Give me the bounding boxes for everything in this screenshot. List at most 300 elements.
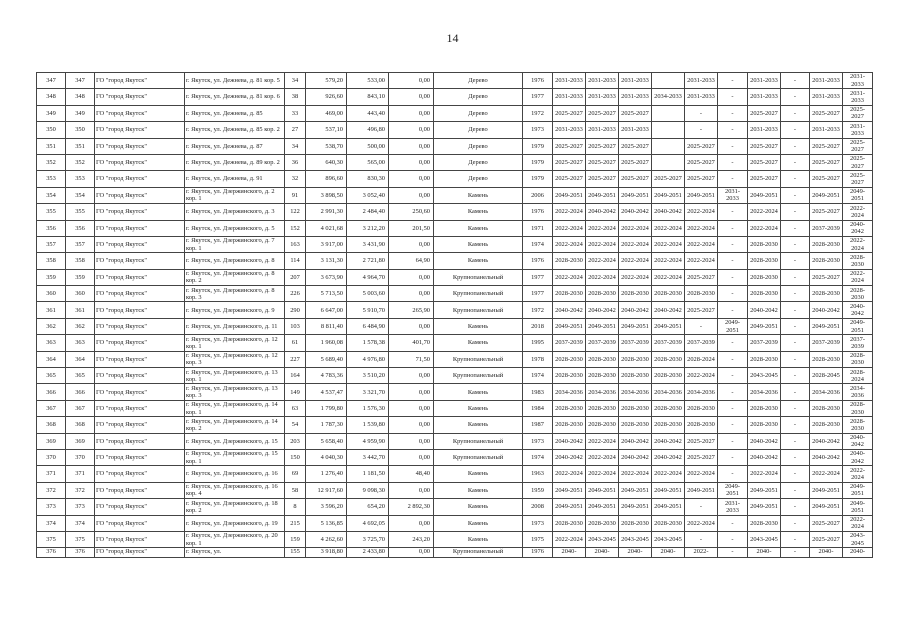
nonresidential-area-cell: 0,00 [389, 73, 434, 89]
year-built-cell: 1979 [523, 138, 553, 154]
address-cell: г. Якутск, ул. Дежнева, д. 87 [185, 138, 285, 154]
living-area-cell: 2 721,80 [347, 253, 389, 269]
works-9-cell: 2037-2039 [810, 220, 843, 236]
apartments-cell: 149 [285, 384, 306, 400]
row-number-cell: 354 [37, 187, 66, 203]
table-row [37, 417, 873, 433]
works-5-cell: 2022-2024 [685, 253, 718, 269]
works-4-cell: 2043-2045 [652, 531, 685, 547]
works-4-cell: 2034-2033 [652, 89, 685, 105]
works-10-cell: 2040-2042 [843, 449, 873, 465]
address-cell: г. Якутск, ул. Дзержинского, д. 14 кор. 2 [185, 417, 285, 433]
record-number-cell: 349 [66, 105, 95, 121]
works-10-cell: 2031-2033 [843, 73, 873, 89]
works-1-cell: 2049-2051 [553, 482, 586, 498]
nonresidential-area-cell: 0,00 [389, 286, 434, 302]
works-9-cell: 2031-2033 [810, 73, 843, 89]
works-6-cell: 2049-2051 [718, 482, 748, 498]
table-row [37, 548, 873, 558]
year-built-cell: 1974 [523, 236, 553, 252]
total-area-cell: 5 658,40 [306, 433, 347, 449]
works-7-cell: 2028-2030 [748, 269, 781, 285]
works-4-cell: 2028-2030 [652, 417, 685, 433]
works-6-cell: - [718, 73, 748, 89]
works-6-cell: - [718, 302, 748, 318]
apartments-cell: 159 [285, 531, 306, 547]
table-row [37, 89, 873, 105]
table-row [37, 302, 873, 318]
apartments-cell: 34 [285, 73, 306, 89]
works-5-cell: 2049-2051 [685, 187, 718, 203]
works-7-cell: 2031-2033 [748, 122, 781, 138]
row-number-cell: 360 [37, 286, 66, 302]
apartments-cell: 163 [285, 236, 306, 252]
works-6-cell: - [718, 122, 748, 138]
nonresidential-area-cell: 0,00 [389, 482, 434, 498]
works-10-cell: 2022-2024 [843, 269, 873, 285]
apartments-cell: 69 [285, 466, 306, 482]
apartments-cell: 61 [285, 335, 306, 351]
living-area-cell: 1 539,80 [347, 417, 389, 433]
works-1-cell: 2028-2030 [553, 286, 586, 302]
nonresidential-area-cell: 0,00 [389, 105, 434, 121]
works-2-cell: 2031-2033 [586, 73, 619, 89]
works-1-cell: 2049-2051 [553, 318, 586, 334]
row-number-cell: 355 [37, 204, 66, 220]
total-area-cell: 1 276,40 [306, 466, 347, 482]
municipality-cell: ГО "город Якутск" [95, 269, 185, 285]
works-10-cell: 2028-2030 [843, 351, 873, 367]
works-7-cell: 2040-2042 [748, 433, 781, 449]
wall-material-cell: Камень [434, 204, 523, 220]
works-3-cell: 2028-2030 [619, 351, 652, 367]
works-2-cell: 2043-2045 [586, 531, 619, 547]
works-9-cell: 2028-2030 [810, 253, 843, 269]
table-row [37, 318, 873, 334]
year-built-cell: 1977 [523, 269, 553, 285]
year-built-cell: 2018 [523, 318, 553, 334]
works-2-cell: 2037-2039 [586, 335, 619, 351]
works-1-cell: 2049-2051 [553, 499, 586, 515]
table-row [37, 187, 873, 203]
works-6-cell: - [718, 253, 748, 269]
works-7-cell: 2049-2051 [748, 318, 781, 334]
works-1-cell: 2040-2042 [553, 449, 586, 465]
works-7-cell: 2043-2045 [748, 368, 781, 384]
year-built-cell: 1979 [523, 171, 553, 187]
works-7-cell: 2031-2033 [748, 73, 781, 89]
table-row [37, 499, 873, 515]
row-number-cell: 372 [37, 482, 66, 498]
works-7-cell: 2022-2024 [748, 204, 781, 220]
record-number-cell: 375 [66, 531, 95, 547]
works-1-cell: 2028-2030 [553, 417, 586, 433]
works-4-cell: 2028-2030 [652, 400, 685, 416]
row-number-cell: 364 [37, 351, 66, 367]
record-number-cell: 347 [66, 73, 95, 89]
works-2-cell: 2049-2051 [586, 499, 619, 515]
apartments-cell: 155 [285, 548, 306, 558]
works-10-cell: 2049-2051 [843, 482, 873, 498]
works-6-cell: - [718, 531, 748, 547]
total-area-cell: 5 136,85 [306, 515, 347, 531]
works-1-cell: 2031-2033 [553, 89, 586, 105]
works-4-cell: 2028-2030 [652, 351, 685, 367]
works-10-cell: 2049-2051 [843, 499, 873, 515]
municipality-cell: ГО "город Якутск" [95, 302, 185, 318]
works-10-cell: 2049-2051 [843, 187, 873, 203]
wall-material-cell: Дерево [434, 171, 523, 187]
nonresidential-area-cell: 0,00 [389, 187, 434, 203]
living-area-cell: 3 321,70 [347, 384, 389, 400]
apartments-cell: 33 [285, 105, 306, 121]
page-number: 14 [446, 31, 459, 45]
works-8-cell: - [781, 138, 810, 154]
works-4-cell: 2034-2036 [652, 384, 685, 400]
apartments-cell: 54 [285, 417, 306, 433]
row-number-cell: 362 [37, 318, 66, 334]
wall-material-cell: Камень [434, 515, 523, 531]
address-cell: г. Якутск, ул. Дзержинского, д. 11 [185, 318, 285, 334]
living-area-cell: 843,10 [347, 89, 389, 105]
works-4-cell: 2022-2024 [652, 253, 685, 269]
works-2-cell: 2028-2030 [586, 400, 619, 416]
record-number-cell: 355 [66, 204, 95, 220]
wall-material-cell: Крупнопанельный [434, 433, 523, 449]
total-area-cell: 3 898,50 [306, 187, 347, 203]
nonresidential-area-cell: 0,00 [389, 138, 434, 154]
address-cell: г. Якутск, ул. Дежнева, д. 91 [185, 171, 285, 187]
works-3-cell: 2025-2027 [619, 154, 652, 170]
municipality-cell: ГО "город Якутск" [95, 368, 185, 384]
record-number-cell: 376 [66, 548, 95, 558]
works-9-cell: 2025-2027 [810, 105, 843, 121]
record-number-cell: 359 [66, 269, 95, 285]
works-3-cell: 2028-2030 [619, 417, 652, 433]
table-row [37, 138, 873, 154]
works-10-cell: 2025-2027 [843, 171, 873, 187]
works-5-cell: 2034-2036 [685, 384, 718, 400]
works-4-cell [652, 154, 685, 170]
works-2-cell: 2022-2024 [586, 253, 619, 269]
works-2-cell: 2031-2033 [586, 89, 619, 105]
nonresidential-area-cell: 0,00 [389, 515, 434, 531]
works-5-cell: 2022-2024 [685, 368, 718, 384]
living-area-cell: 3 510,20 [347, 368, 389, 384]
address-cell: г. Якутск, ул. Дзержинского, д. 9 [185, 302, 285, 318]
works-7-cell: 2034-2036 [748, 384, 781, 400]
record-number-cell: 369 [66, 433, 95, 449]
works-6-cell: - [718, 515, 748, 531]
works-5-cell: 2025-2027 [685, 138, 718, 154]
nonresidential-area-cell: 64,90 [389, 253, 434, 269]
works-5-cell: 2022-2024 [685, 220, 718, 236]
year-built-cell: 1984 [523, 400, 553, 416]
municipality-cell: ГО "город Якутск" [95, 351, 185, 367]
works-10-cell: 2040- [843, 548, 873, 558]
works-8-cell: - [781, 286, 810, 302]
works-6-cell: - [718, 449, 748, 465]
year-built-cell: 1974 [523, 449, 553, 465]
wall-material-cell: Дерево [434, 138, 523, 154]
works-2-cell: 2028-2030 [586, 286, 619, 302]
works-5-cell: 2028-2030 [685, 286, 718, 302]
works-1-cell: 2022-2024 [553, 269, 586, 285]
address-cell: г. Якутск, ул. Дзержинского, д. 13 кор. 1 [185, 368, 285, 384]
works-3-cell: 2028-2030 [619, 515, 652, 531]
municipality-cell: ГО "город Якутск" [95, 548, 185, 558]
year-built-cell: 1971 [523, 220, 553, 236]
works-1-cell: 2040-2042 [553, 302, 586, 318]
nonresidential-area-cell: 0,00 [389, 122, 434, 138]
works-3-cell: 2022-2024 [619, 269, 652, 285]
nonresidential-area-cell: 0,00 [389, 89, 434, 105]
nonresidential-area-cell: 0,00 [389, 449, 434, 465]
works-10-cell: 2028-2024 [843, 368, 873, 384]
works-4-cell: 2040- [652, 548, 685, 558]
municipality-cell: ГО "город Якутск" [95, 531, 185, 547]
wall-material-cell: Камень [434, 253, 523, 269]
table-row [37, 384, 873, 400]
record-number-cell: 354 [66, 187, 95, 203]
works-1-cell: 2025-2027 [553, 154, 586, 170]
works-4-cell [652, 105, 685, 121]
works-6-cell: - [718, 548, 748, 558]
living-area-cell: 2 484,40 [347, 204, 389, 220]
record-number-cell: 368 [66, 417, 95, 433]
works-4-cell: 2028-2030 [652, 286, 685, 302]
works-10-cell: 2034-2036 [843, 384, 873, 400]
total-area-cell: 1 960,08 [306, 335, 347, 351]
nonresidential-area-cell: 71,50 [389, 351, 434, 367]
living-area-cell: 3 052,40 [347, 187, 389, 203]
wall-material-cell: Крупнопанельный [434, 351, 523, 367]
works-5-cell: 2037-2039 [685, 335, 718, 351]
works-3-cell: 2049-2051 [619, 482, 652, 498]
address-cell: г. Якутск, ул. Дзержинского, д. 12 кор. 3 [185, 351, 285, 367]
address-cell: г. Якутск, ул. Дзержинского, д. 19 [185, 515, 285, 531]
table-row [37, 531, 873, 547]
works-5-cell: 2022-2024 [685, 204, 718, 220]
works-9-cell: 2028-2045 [810, 368, 843, 384]
works-7-cell: 2037-2039 [748, 335, 781, 351]
address-cell: г. Якутск, ул. Дежнева, д. 85 кор. 2 [185, 122, 285, 138]
works-3-cell: 2049-2051 [619, 318, 652, 334]
year-built-cell: 1987 [523, 417, 553, 433]
living-area-cell: 1 576,30 [347, 400, 389, 416]
works-1-cell: 2028-2030 [553, 368, 586, 384]
works-8-cell: - [781, 417, 810, 433]
works-9-cell: 2040- [810, 548, 843, 558]
works-3-cell: 2040-2042 [619, 449, 652, 465]
wall-material-cell: Крупнопанельный [434, 302, 523, 318]
works-8-cell: - [781, 204, 810, 220]
works-2-cell: 2025-2027 [586, 154, 619, 170]
works-3-cell: 2028-2030 [619, 368, 652, 384]
works-5-cell: 2031-2033 [685, 73, 718, 89]
works-10-cell: 2022-2024 [843, 466, 873, 482]
nonresidential-area-cell: 243,20 [389, 531, 434, 547]
works-2-cell: 2031-2033 [586, 122, 619, 138]
year-built-cell: 1977 [523, 89, 553, 105]
works-2-cell: 2049-2051 [586, 482, 619, 498]
works-7-cell: 2043-2045 [748, 531, 781, 547]
municipality-cell: ГО "город Якутск" [95, 499, 185, 515]
row-number-cell: 373 [37, 499, 66, 515]
municipality-cell: ГО "город Якутск" [95, 138, 185, 154]
apartments-cell: 27 [285, 122, 306, 138]
address-cell: г. Якутск, ул. Дзержинского, д. 16 кор. 4 [185, 482, 285, 498]
year-built-cell: 1963 [523, 466, 553, 482]
works-3-cell: 2025-2027 [619, 105, 652, 121]
address-cell: г. Якутск, ул. Дзержинского, д. 15 [185, 433, 285, 449]
works-4-cell: 2049-2051 [652, 482, 685, 498]
address-cell: г. Якутск, ул. Дзержинского, д. 7 кор. 1 [185, 236, 285, 252]
works-9-cell: 2025-2027 [810, 269, 843, 285]
row-number-cell: 366 [37, 384, 66, 400]
wall-material-cell: Дерево [434, 89, 523, 105]
wall-material-cell: Камень [434, 335, 523, 351]
nonresidential-area-cell: 0,00 [389, 400, 434, 416]
municipality-cell: ГО "город Якутск" [95, 515, 185, 531]
address-cell: г. Якутск, ул. Дежнева, д. 81 кор. 6 [185, 89, 285, 105]
record-number-cell: 372 [66, 482, 95, 498]
works-10-cell: 2028-2030 [843, 417, 873, 433]
record-number-cell: 361 [66, 302, 95, 318]
works-2-cell: 2022-2024 [586, 466, 619, 482]
nonresidential-area-cell: 0,00 [389, 236, 434, 252]
works-7-cell: 2040-2042 [748, 449, 781, 465]
apartments-cell: 32 [285, 171, 306, 187]
works-9-cell: 2028-2030 [810, 236, 843, 252]
record-number-cell: 373 [66, 499, 95, 515]
year-built-cell: 1976 [523, 73, 553, 89]
works-1-cell: 2025-2027 [553, 171, 586, 187]
municipality-cell: ГО "город Якутск" [95, 204, 185, 220]
municipality-cell: ГО "город Якутск" [95, 417, 185, 433]
works-7-cell: 2028-2030 [748, 253, 781, 269]
total-area-cell: 4 537,47 [306, 384, 347, 400]
works-5-cell: 2025-2027 [685, 449, 718, 465]
works-9-cell: 2028-2030 [810, 400, 843, 416]
works-3-cell: 2022-2024 [619, 220, 652, 236]
wall-material-cell: Камень [434, 466, 523, 482]
year-built-cell: 1977 [523, 286, 553, 302]
works-6-cell: - [718, 433, 748, 449]
living-area-cell: 1 181,50 [347, 466, 389, 482]
total-area-cell: 3 673,90 [306, 269, 347, 285]
works-9-cell: 2025-2027 [810, 204, 843, 220]
works-2-cell: 2028-2030 [586, 368, 619, 384]
year-built-cell: 1973 [523, 515, 553, 531]
apartments-cell: 38 [285, 89, 306, 105]
row-number-cell: 347 [37, 73, 66, 89]
works-7-cell: 2025-2027 [748, 105, 781, 121]
works-8-cell: - [781, 89, 810, 105]
year-built-cell: 1974 [523, 368, 553, 384]
record-number-cell: 348 [66, 89, 95, 105]
works-2-cell: 2040- [586, 548, 619, 558]
works-2-cell: 2025-2027 [586, 138, 619, 154]
works-10-cell: 2025-2027 [843, 105, 873, 121]
works-5-cell: 2049-2051 [685, 482, 718, 498]
table-row [37, 515, 873, 531]
works-7-cell: 2025-2027 [748, 138, 781, 154]
apartments-cell: 152 [285, 220, 306, 236]
address-cell: г. Якутск, ул. Дежнева, д. 89 кор. 2 [185, 154, 285, 170]
address-cell: г. Якутск, ул. Дежнева, д. 81 кор. 5 [185, 73, 285, 89]
living-area-cell: 3 442,70 [347, 449, 389, 465]
works-9-cell: 2049-2051 [810, 482, 843, 498]
nonresidential-area-cell: 250,60 [389, 204, 434, 220]
works-1-cell: 2022-2024 [553, 531, 586, 547]
works-5-cell: - [685, 499, 718, 515]
municipality-cell: ГО "город Якутск" [95, 154, 185, 170]
works-1-cell: 2028-2030 [553, 400, 586, 416]
address-cell: г. Якутск, ул. Дзержинского, д. 12 кор. 1 [185, 335, 285, 351]
works-2-cell: 2049-2051 [586, 187, 619, 203]
row-number-cell: 351 [37, 138, 66, 154]
address-cell: г. Якутск, ул. Дзержинского, д. 14 кор. 1 [185, 400, 285, 416]
year-built-cell: 1976 [523, 253, 553, 269]
works-7-cell: 2022-2024 [748, 466, 781, 482]
living-area-cell: 4 959,90 [347, 433, 389, 449]
apartments-cell: 203 [285, 433, 306, 449]
works-8-cell: - [781, 105, 810, 121]
record-number-cell: 374 [66, 515, 95, 531]
works-8-cell: - [781, 548, 810, 558]
apartments-cell: 164 [285, 368, 306, 384]
works-10-cell: 2025-2027 [843, 138, 873, 154]
total-area-cell: 6 647,00 [306, 302, 347, 318]
municipality-cell: ГО "город Якутск" [95, 105, 185, 121]
wall-material-cell: Камень [434, 187, 523, 203]
works-10-cell: 2022-2024 [843, 236, 873, 252]
total-area-cell: 4 783,36 [306, 368, 347, 384]
works-6-cell: 2031-2033 [718, 499, 748, 515]
works-4-cell: 2040-2042 [652, 449, 685, 465]
table-row [37, 269, 873, 285]
works-8-cell: - [781, 449, 810, 465]
living-area-cell: 654,20 [347, 499, 389, 515]
works-5-cell: - [685, 105, 718, 121]
works-6-cell: - [718, 220, 748, 236]
living-area-cell: 6 484,90 [347, 318, 389, 334]
wall-material-cell: Камень [434, 318, 523, 334]
apartments-cell: 215 [285, 515, 306, 531]
year-built-cell: 1959 [523, 482, 553, 498]
nonresidential-area-cell: 0,00 [389, 548, 434, 558]
works-2-cell: 2022-2024 [586, 269, 619, 285]
year-built-cell: 1972 [523, 105, 553, 121]
wall-material-cell: Камень [434, 400, 523, 416]
year-built-cell: 1976 [523, 204, 553, 220]
works-2-cell: 2049-2051 [586, 318, 619, 334]
works-6-cell: 2031-2033 [718, 187, 748, 203]
works-6-cell: - [718, 236, 748, 252]
works-8-cell: - [781, 236, 810, 252]
address-cell: г. Якутск, ул. Дзержинского, д. 8 кор. 3 [185, 286, 285, 302]
works-3-cell: 2040-2042 [619, 204, 652, 220]
works-3-cell: 2028-2030 [619, 286, 652, 302]
record-number-cell: 370 [66, 449, 95, 465]
year-built-cell: 1972 [523, 302, 553, 318]
living-area-cell: 9 098,30 [347, 482, 389, 498]
living-area-cell: 1 578,38 [347, 335, 389, 351]
total-area-cell: 469,00 [306, 105, 347, 121]
nonresidential-area-cell: 0,00 [389, 171, 434, 187]
works-1-cell: 2022-2024 [553, 236, 586, 252]
